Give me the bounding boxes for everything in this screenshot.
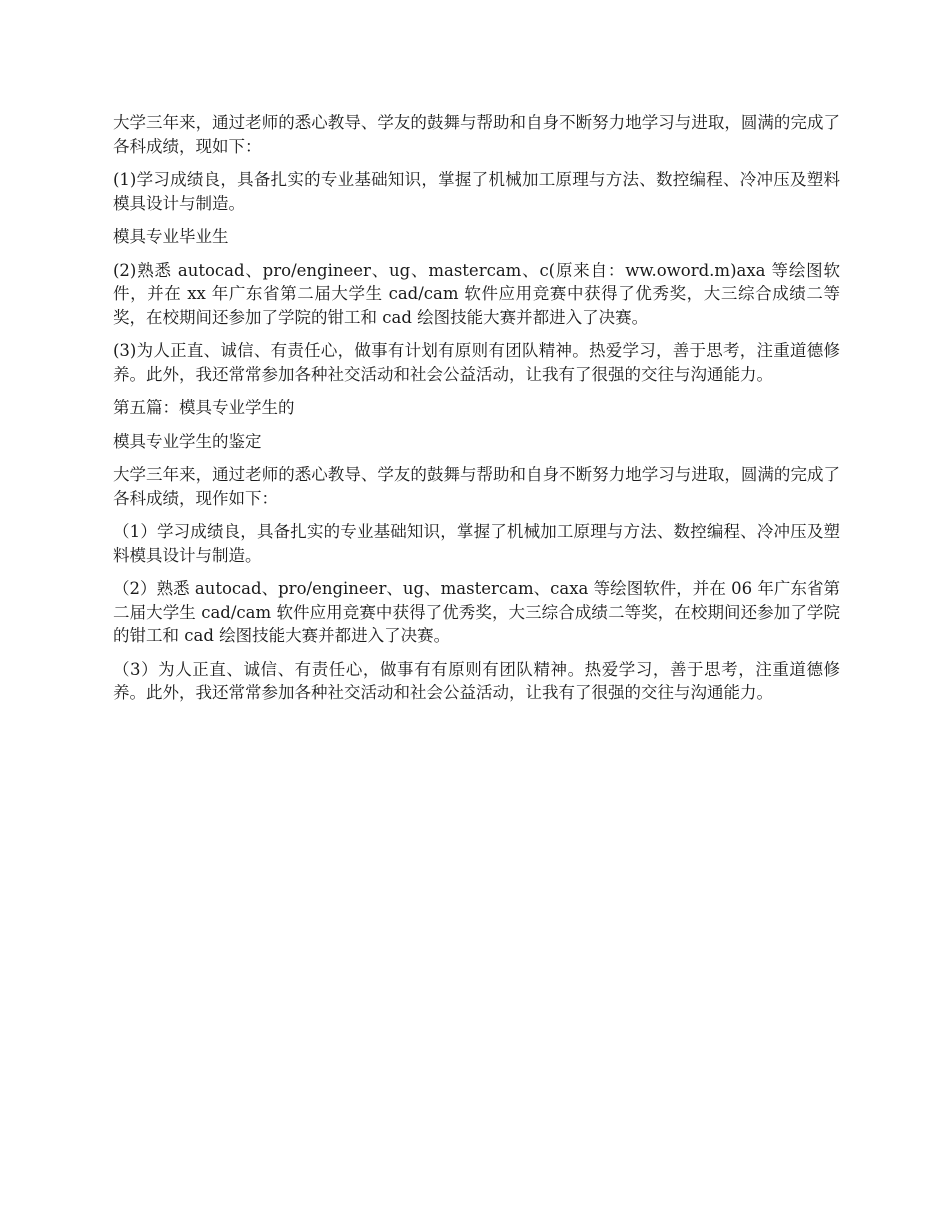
document-body bbox=[113, 111, 840, 715]
chapter-heading: 第五篇：模具专业学生的 bbox=[113, 398, 295, 417]
item-3-paragraph-2: （3）为人正直、诚信、有责任心，做事有有原则有团队精神。热爱学习，善于思考，注重道德修养。此外，我还常常参加各种社交活动和社会公益活动，让我有了很强的交往与沟通能力。 bbox=[113, 659, 840, 702]
intro-paragraph: 大学三年来，通过老师的悉心教导、学友的鼓舞与帮助和自身不断努力地学习与进取，圆满的完成了各科成绩，现如下： bbox=[113, 113, 840, 156]
item-1-paragraph: (1)学习成绩良，具备扎实的专业基础知识，掌握了机械加工原理与方法、数控编程、冷冲压及塑料模具设计与制造。 bbox=[113, 170, 840, 213]
item-3-paragraph: (3)为人正直、诚信、有责任心，做事有计划有原则有团队精神。热爱学习，善于思考，注重道德修养。此外，我还常常参加各种社交活动和社会公益活动，让我有了很强的交往与沟通能力。 bbox=[113, 341, 840, 384]
item-1-paragraph-2: （1）学习成绩良，具备扎实的专业基础知识，掌握了机械加工原理与方法、数控编程、冷冲压及塑料模具设计与制造。 bbox=[113, 522, 840, 565]
intro-paragraph-2: 大学三年来，通过老师的悉心教导、学友的鼓舞与帮助和自身不断努力地学习与进取，圆满的完成了各科成绩，现作如下： bbox=[113, 465, 840, 508]
item-2-paragraph-2: （2）熟悉 autocad、pro/engineer、ug、mastercam、caxa 等绘图软件，并在 06 年广东省第二届大学生 cad/cam 软件应用竞赛中获得了优秀奖，大三综合成绩二等奖，在校期间还参加了学院的钳工和 cad 绘图技能大赛并都进入了决赛。 bbox=[113, 579, 840, 645]
item-2-paragraph: (2)熟悉 autocad、pro/engineer、ug、mastercam、c(原来自：ww.oword.m)axa 等绘图软件，并在 xx 年广东省第二届大学生 cad/cam 软件应用竞赛中获得了优秀奖，大三综合成绩二等奖，在校期间还参加了学院的钳工和 cad 绘图技能大赛并都进入了决赛。 bbox=[113, 260, 840, 327]
subheading: 模具专业学生的鉴定 bbox=[113, 431, 262, 451]
section-heading: 模具专业毕业生 bbox=[113, 227, 229, 246]
